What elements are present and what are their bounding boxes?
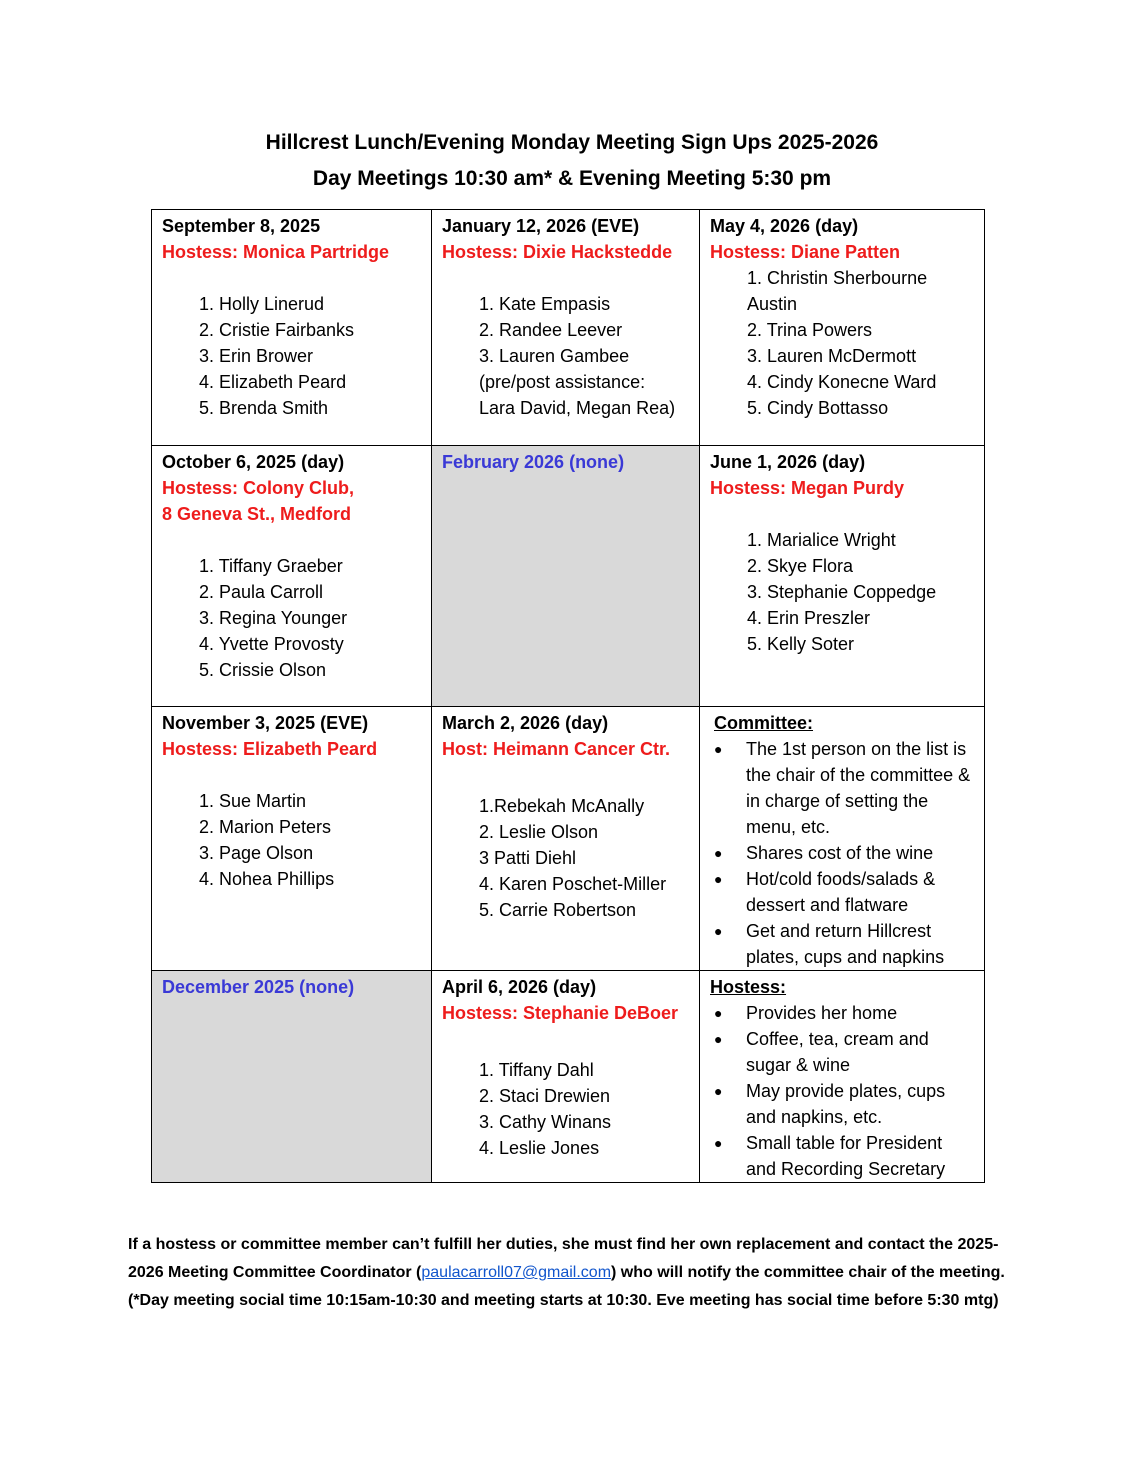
list-item: 1. Sue Martin [199,791,307,811]
coordinator-email-link[interactable]: paulacarroll07@gmail.com [421,1264,612,1281]
list-item: 2. Staci Drewien [479,1086,611,1106]
meeting-date: March 2, 2026 (day) [442,713,609,733]
list-item: 2. Cristie Fairbanks [199,320,355,340]
list-item: 2. Trina Powers [747,320,873,340]
list-item: 5. Kelly Soter [747,634,855,654]
list-item: 4. Leslie Jones [479,1138,600,1158]
meeting-cell-mar [432,707,700,971]
footer-text-1: If a hostess or committee member can’t fulfill her duties, she must find her own replacement and contact the 2025-2026 Meeting Committee Coordinator ( [128,1236,999,1281]
meeting-hostess: Hostess: Stephanie DeBoer [442,1003,679,1023]
meeting-hostess: Hostess: Monica Partridge [162,242,390,262]
committee-duties-cell [700,707,985,971]
list-item: 1. Marialice Wright [747,530,896,550]
member-list [442,291,689,421]
list-item: 2. Skye Flora [747,556,854,576]
schedule-table [151,209,985,1183]
list-item: ● Shares cost of the wine [710,840,974,866]
list-item: 2. Marion Peters [199,817,332,837]
list-item: 4. Elizabeth Peard [199,372,347,392]
list-item: ● Get and return Hillcrest plates, cups and napkins [710,918,974,970]
list-item: 4. Karen Poschet-Miller [479,874,667,894]
footer-note [128,1231,1028,1315]
page-title: Hillcrest Lunch/Evening Monday Meeting Sign Ups 2025-2026 [265,131,879,154]
list-item: ● May provide plates, cups and napkins, etc. [710,1078,974,1130]
list-item: 4. Nohea Phillips [199,869,335,889]
list-item: 3. Cathy Winans [479,1112,612,1132]
meeting-date: May 4, 2026 (day) [710,216,859,236]
member-list [442,793,689,923]
meeting-cell-sep [152,210,432,446]
list-item: 1. Holly Linerud [199,294,325,314]
list-item: 3. Lauren Gambee [479,346,630,366]
meeting-cell-oct [152,446,432,707]
list-item: 1. Kate Empasis [479,294,611,314]
list-item: 5. Brenda Smith [199,398,329,418]
committee-heading: Committee: [714,713,814,733]
meeting-hostess: Hostess: Diane Patten [710,242,901,262]
meeting-hostess: Hostess: Elizabeth Peard [162,739,378,759]
list-item: 3. Lauren McDermott [747,346,917,366]
list-item: 5. Crissie Olson [199,660,327,680]
list-item: 3. Page Olson [199,843,314,863]
meeting-cell-nov [152,707,432,971]
list-item: 1. Christin Sherbourne [747,268,928,288]
list-item: 3. Regina Younger [199,608,348,628]
page-subtitle: Day Meetings 10:30 am* & Evening Meeting 5:30 pm [312,167,832,190]
list-item: 3. Erin Brower [199,346,314,366]
hostess-duty-list [710,1000,974,1182]
member-list [710,265,974,421]
list-item: 3 Patti Diehl [479,848,577,868]
meeting-date: December 2025 (none) [162,977,355,997]
member-list [162,553,421,683]
list-item: 4. Cindy Konecne Ward [747,372,937,392]
meeting-date: February 2026 (none) [442,452,625,472]
meeting-host: Host: Heimann Cancer Ctr. [442,739,671,759]
member-list [442,1057,689,1161]
meeting-hostess: Hostess: Megan Purdy [710,478,905,498]
meeting-date: April 6, 2026 (day) [442,977,597,997]
list-item: 2. Randee Leever [479,320,623,340]
member-list [162,788,421,892]
list-item: Austin [747,294,798,314]
list-item: ● Small table for President and Recording Secretary [710,1130,974,1182]
meeting-hostess-address: 8 Geneva St., Medford [162,504,352,524]
hostess-heading: Hostess: [710,977,787,997]
meeting-cell-jun [700,446,985,707]
list-item: Lara David, Megan Rea) [479,398,676,418]
meeting-cell-dec [152,971,432,1183]
meeting-date: September 8, 2025 [162,216,321,236]
list-item: ● Provides her home [710,1000,974,1026]
list-item: 1. Tiffany Dahl [479,1060,594,1080]
list-item: 5. Cindy Bottasso [747,398,889,418]
meeting-date: January 12, 2026 (EVE) [442,216,640,236]
meeting-cell-apr [432,971,700,1183]
committee-duty-list [710,736,974,970]
meeting-date: June 1, 2026 (day) [710,452,866,472]
member-list [710,527,974,657]
list-item: 3. Stephanie Coppedge [747,582,937,602]
list-item: 1.Rebekah McAnally [479,796,645,816]
meeting-cell-jan [432,210,700,446]
meeting-date: October 6, 2025 (day) [162,452,345,472]
list-item: ● Hot/cold foods/salads & dessert and flatware [710,866,974,918]
list-item: 5. Carrie Robertson [479,900,637,920]
list-item: 4. Yvette Provosty [199,634,344,654]
list-item: ● The 1st person on the list is the chair of the committee & in charge of setting the menu, etc. [710,736,974,840]
footer-text-2: ) who will notify the committee chair of the meeting. (*Day meeting social time 10:15am-10:30 and meeting starts at 10:30. Eve meeting has social time before 5:30 mtg) [128,1264,1005,1309]
list-item: 1. Tiffany Graeber [199,556,343,576]
list-item: 2. Leslie Olson [479,822,599,842]
list-item: ● Coffee, tea, cream and sugar & wine [710,1026,974,1078]
meeting-hostess: Hostess: Colony Club, [162,478,355,498]
meeting-hostess: Hostess: Dixie Hackstedde [442,242,673,262]
meeting-cell-may [700,210,985,446]
meeting-date: November 3, 2025 (EVE) [162,713,369,733]
list-item: 2. Paula Carroll [199,582,324,602]
list-item: (pre/post assistance: [479,372,646,392]
hostess-duties-cell [700,971,985,1183]
list-item: 4. Erin Preszler [747,608,871,628]
member-list [162,291,421,421]
meeting-cell-feb [432,446,700,707]
